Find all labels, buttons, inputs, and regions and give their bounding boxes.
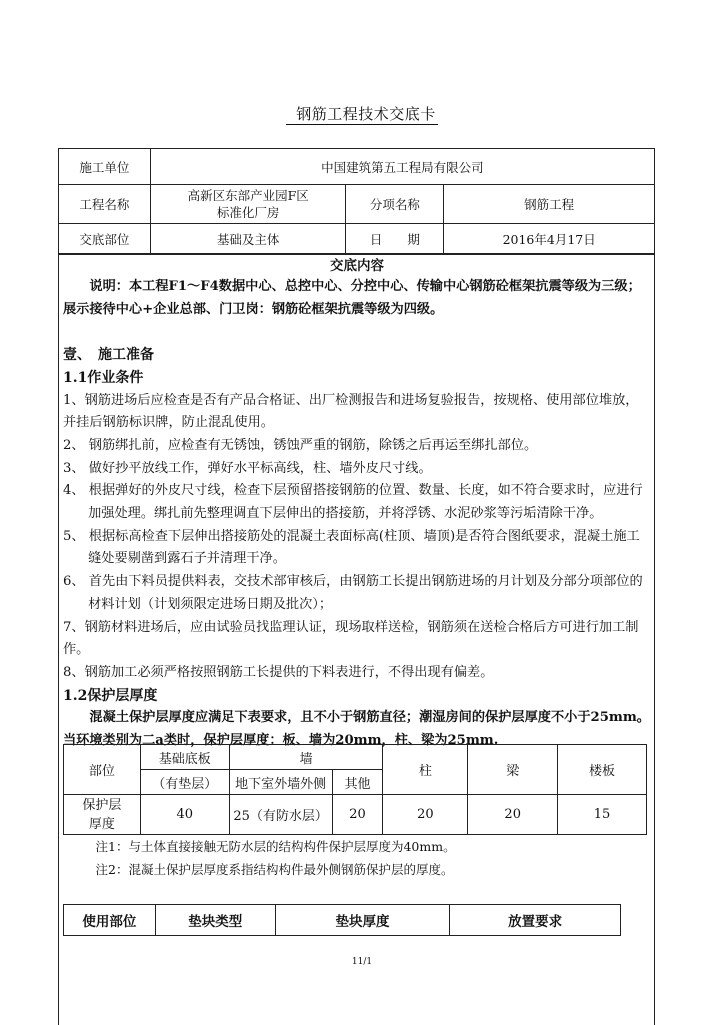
unit-value: 中国建筑第五工程局有限公司	[150, 149, 654, 185]
part-value: 基础及主体	[150, 224, 346, 255]
content	[63, 256, 651, 753]
part-label: 交底部位	[59, 224, 151, 255]
cover-text: 混凝土保护层厚度应满足下表要求，且不小于钢筋直径；潮湿房间的保护层厚度不小于25mm。当环境类别为二a类时，保护层厚度：板、墙为20mm，柱、梁为25mm.	[63, 710, 650, 749]
list-item: 6、 首先由下料员提供料表，交技术部审核后，由钢筋工长提出钢筋进场的月计划及分部分项部位的材料计划（计划须限定进场日期及批次）；	[63, 574, 643, 612]
cover-slab: 楼板	[558, 745, 647, 795]
cover-column: 柱	[383, 745, 468, 795]
notes	[63, 836, 651, 881]
header-table	[58, 148, 655, 255]
cover-value: 20	[383, 795, 468, 835]
cover-row-label: 保护层 厚度	[64, 795, 141, 835]
pad-header-type: 垫块类型	[155, 905, 275, 936]
project-label: 工程名称	[59, 185, 151, 224]
pad-header-requirement: 放置要求	[450, 905, 621, 936]
cover-value: 40	[140, 795, 229, 835]
cover-table	[63, 744, 647, 835]
cover-wall: 墙	[229, 745, 383, 770]
unit-label: 施工单位	[59, 149, 151, 185]
list-item: 5、 根据标高检查下层伸出搭接筋处的混凝土表面标高(柱顶、墙顶)是否符合图纸要求，混凝土施工缝处要剔凿到露石子并清理干净。	[63, 528, 640, 567]
cover-value: 25（有防水层）	[229, 795, 332, 835]
subsection-heading: 1.2保护层厚度	[63, 687, 158, 704]
project-value: 高新区东部产业园F区 标准化厂房	[150, 185, 346, 224]
cover-beam: 梁	[468, 745, 558, 795]
cover-value: 20	[468, 795, 558, 835]
list-item: 1、钢筋进场后应检查是否有产品合格证、出厂检测报告和进场复验报告，按规格、使用部位堆放，并挂后钢筋标识牌，防止混乱使用。	[63, 392, 639, 431]
list-item: 7、钢筋材料进场后，应由试验员找监理认证，现场取样送检，钢筋须在送检合格后方可进行加工制作。	[63, 619, 639, 658]
list-item: 3、 做好抄平放线工作，弹好水平标高线，柱、墙外皮尺寸线。	[63, 460, 432, 476]
cover-value: 15	[558, 795, 647, 835]
pad-table	[63, 904, 621, 936]
cover-part: 部位	[64, 745, 141, 795]
date-label: 日 期	[346, 224, 444, 255]
content-title: 交底内容	[330, 258, 384, 274]
cover-foundation-bottom: （有垫层）	[140, 770, 229, 795]
date-value: 2016年4月17日	[444, 224, 655, 255]
list-item: 2、 钢筋绑扎前，应检查有无锈蚀，锈蚀严重的钢筋，除锈之后再运至绑扎部位。	[63, 437, 538, 453]
list-item: 4、 根据弹好的外皮尺寸线，检查下层预留搭接钢筋的位置、数量、长度，如不符合要求时，应进行加强处理。绑扎前先整理调直下层伸出的搭接筋，并将浮锈、水泥砂浆等污垢清除干净。	[63, 483, 643, 522]
pad-header-part: 使用部位	[64, 905, 156, 936]
sub-label: 分项名称	[346, 185, 444, 224]
section-heading: 壹、 施工准备	[63, 347, 154, 364]
cover-wall-other: 其他	[332, 770, 383, 795]
note-1: 注1：与土体直接接触无防水层的结构构件保护层厚度为40mm。	[95, 839, 456, 854]
cover-wall-outer: 地下室外墙外侧	[229, 770, 332, 795]
page-title: 钢筋工程技术交底卡	[0, 103, 724, 124]
subsection-heading: 1.1作业条件	[63, 369, 144, 386]
sub-value: 钢筋工程	[444, 185, 655, 224]
page-number: 11/1	[351, 957, 373, 967]
list-item: 8、钢筋加工必须严格按照钢筋工长提供的下料表进行，不得出现有偏差。	[63, 664, 494, 680]
intro-text: 说明：本工程F1～F4数据中心、总控中心、分控中心、传输中心钢筋砼框架抗震等级为三级；展示接待中心+企业总部、门卫岗：钢筋砼框架抗震等级为四级。	[63, 279, 641, 317]
note-2: 注2：混凝土保护层厚度系指结构构件最外侧钢筋保护层的厚度。	[95, 861, 454, 877]
cover-value: 20	[332, 795, 383, 835]
cover-foundation-top: 基础底板	[140, 745, 229, 770]
pad-header-thickness: 垫块厚度	[275, 905, 450, 936]
